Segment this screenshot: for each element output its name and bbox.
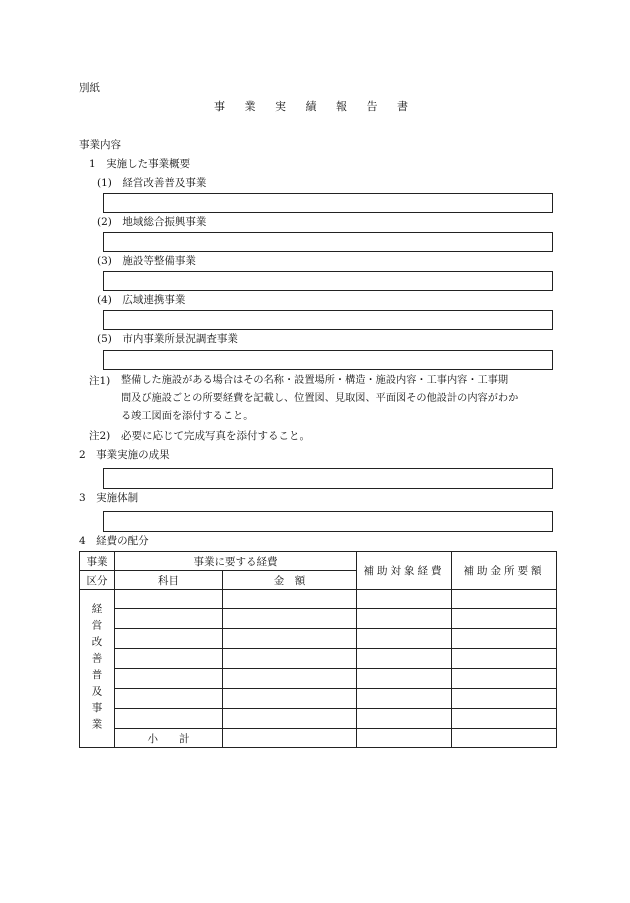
attachment-label: 別紙: [79, 82, 100, 94]
header-category-top: 事業: [80, 552, 115, 571]
item3-field[interactable]: [103, 511, 553, 532]
expense-allocation-table: [79, 551, 557, 748]
table-cell[interactable]: [115, 669, 223, 689]
table-cell[interactable]: [452, 669, 557, 689]
table-row: [80, 669, 557, 689]
table-cell[interactable]: [452, 590, 557, 609]
header-expense-group: 事業に要する経費: [115, 552, 357, 571]
table-cell[interactable]: [357, 609, 452, 629]
subitem-4-field[interactable]: [103, 310, 553, 330]
table-cell[interactable]: [115, 590, 223, 609]
table-cell[interactable]: [115, 709, 223, 729]
subitem-1-label: (1) 経営改善普及事業: [97, 177, 207, 189]
subitem-2-label: (2) 地域総合振興事業: [97, 216, 207, 228]
table-cell[interactable]: [452, 609, 557, 629]
table-cell[interactable]: [357, 649, 452, 669]
table-cell[interactable]: [223, 649, 357, 669]
table-cell[interactable]: [357, 709, 452, 729]
item1-heading: 1 実施した事業概要: [89, 158, 191, 170]
subitem-4-label: (4) 広域連携事業: [97, 294, 186, 306]
header-amount: 金 額: [223, 571, 357, 590]
table-cell[interactable]: [357, 669, 452, 689]
note-1-line-1: 整備した施設がある場合はその名称・設置場所・構造・施設内容・工事内容・工事期: [121, 375, 509, 386]
table-row: [80, 609, 557, 629]
subtotal-row: [80, 729, 557, 748]
item4-heading: 4 経費の配分: [79, 535, 149, 547]
header-item: 科目: [115, 571, 223, 590]
table-row: [80, 649, 557, 669]
item3-heading: 3 実施体制: [79, 492, 139, 504]
table-row: [80, 689, 557, 709]
table-cell[interactable]: [357, 689, 452, 709]
header-category-bottom: 区分: [80, 571, 115, 590]
subtotal-label: 小 計: [115, 729, 223, 748]
subitem-3-field[interactable]: [103, 271, 553, 291]
table-row: [80, 590, 557, 609]
category-name: 経営改善普及事業: [90, 602, 103, 735]
table-cell[interactable]: [115, 629, 223, 649]
table-cell[interactable]: [115, 689, 223, 709]
note-1-line-3: る竣工図面を添付すること。: [121, 411, 254, 422]
note-1-line-2: 間及び施設ごとの所要経費を記載し、位置図、見取図、平面図その他設計の内容がわか: [121, 393, 519, 404]
item2-field[interactable]: [103, 468, 553, 489]
table-cell[interactable]: [357, 629, 452, 649]
subtotal-eligible[interactable]: [357, 729, 452, 748]
subtotal-amount[interactable]: [223, 729, 357, 748]
table-header-row: [80, 552, 557, 571]
table-row: [80, 709, 557, 729]
table-cell[interactable]: [115, 649, 223, 669]
subitem-5-field[interactable]: [103, 350, 553, 370]
table-cell[interactable]: [452, 689, 557, 709]
note-2-text: 必要に応じて完成写真を添付すること。: [121, 430, 310, 442]
table-cell[interactable]: [452, 709, 557, 729]
table-cell[interactable]: [223, 689, 357, 709]
subitem-3-label: (3) 施設等整備事業: [97, 255, 196, 267]
note-2-marker: 注2): [89, 430, 111, 442]
table-cell[interactable]: [452, 629, 557, 649]
subitem-2-field[interactable]: [103, 232, 553, 252]
header-eligible: 補助対象経費: [357, 552, 452, 590]
header-subsidy: 補助金所要額: [452, 552, 557, 590]
table-cell[interactable]: [223, 669, 357, 689]
table-cell[interactable]: [223, 629, 357, 649]
subitem-5-label: (5) 市内事業所景況調査事業: [97, 333, 238, 345]
section-heading: 事業内容: [79, 139, 121, 151]
page-title: 事 業 実 績 報 告 書: [214, 100, 416, 113]
subitem-1-field[interactable]: [103, 193, 553, 213]
table-cell[interactable]: [223, 590, 357, 609]
table-row: [80, 629, 557, 649]
item2-heading: 2 事業実施の成果: [79, 449, 170, 461]
subtotal-subsidy[interactable]: [452, 729, 557, 748]
table-cell[interactable]: [115, 609, 223, 629]
category-cell: [80, 590, 115, 748]
table-cell[interactable]: [452, 649, 557, 669]
table-cell[interactable]: [357, 590, 452, 609]
note-1-marker: 注1): [89, 375, 111, 387]
table-cell[interactable]: [223, 609, 357, 629]
table-cell[interactable]: [223, 709, 357, 729]
